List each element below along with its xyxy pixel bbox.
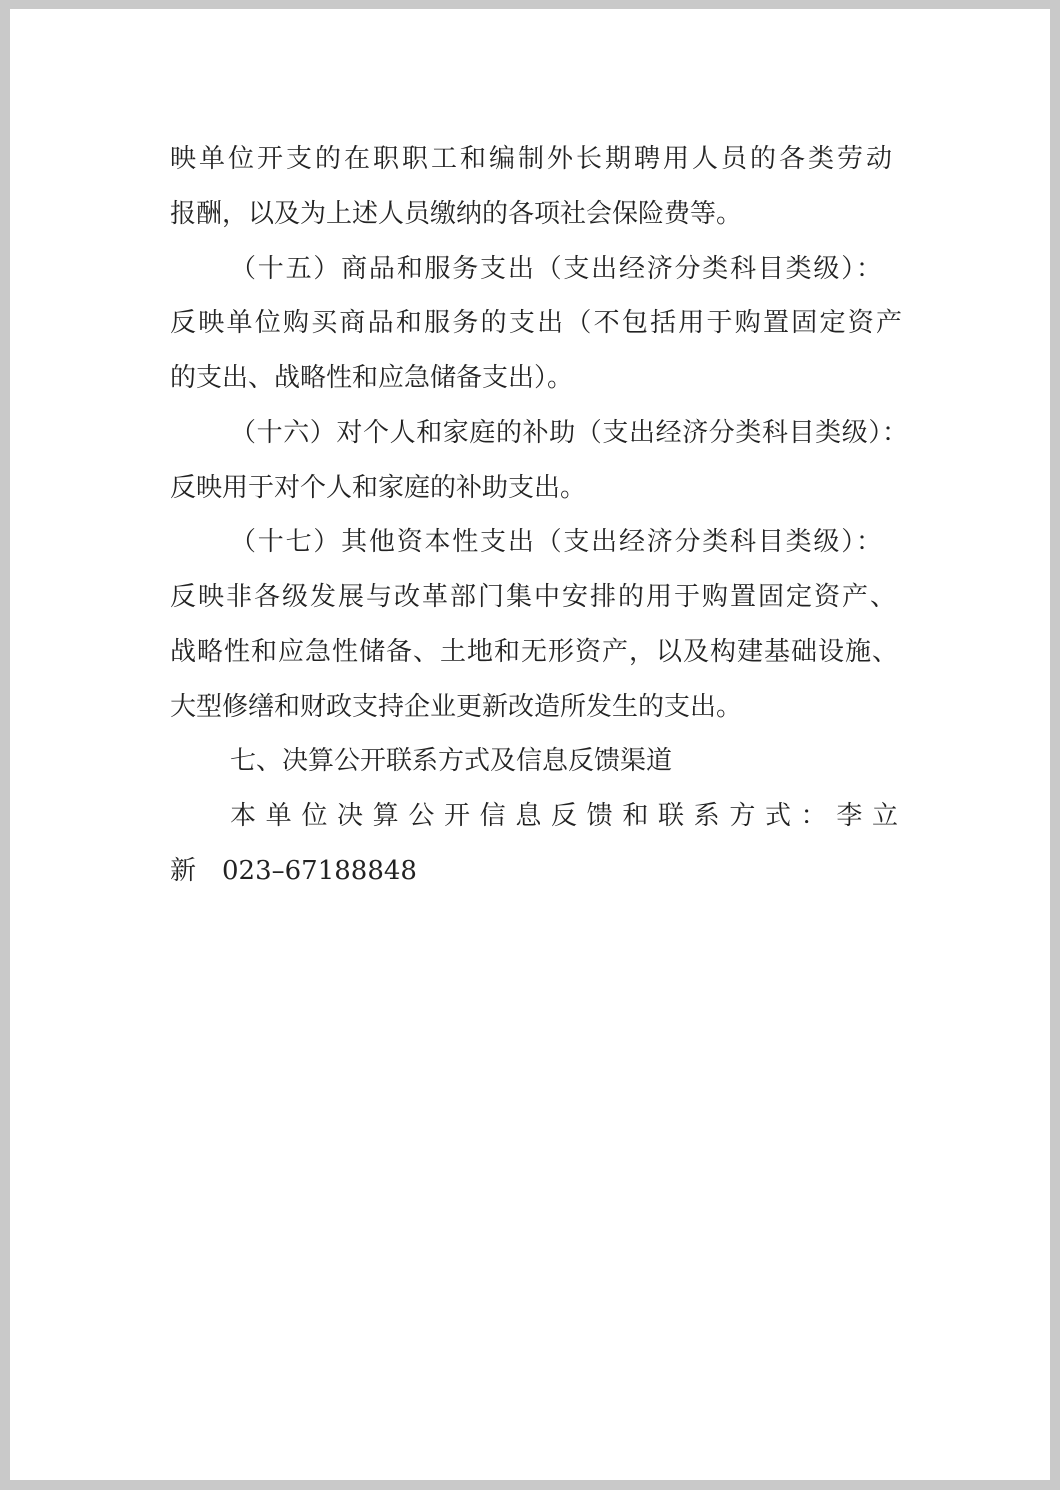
- section-heading-15: （十五）商品和服务支出（支出经济分类科目类级）：: [230, 253, 882, 284]
- text-line: 的支出、战略性和应急储备支出）。: [170, 363, 574, 394]
- text-line: 报酬，以及为上述人员缴纳的各项社会保险费等。: [170, 198, 743, 229]
- text-line: 大型修缮和财政支持企业更新改造所发生的支出。: [170, 691, 743, 722]
- document-page: [10, 9, 1050, 1480]
- text-line: 反映单位购买商品和服务的支出（不包括用于购置固定资产: [170, 308, 902, 339]
- text-line: 战略性和应急性储备、土地和无形资产，以及构建基础设施、: [170, 636, 898, 667]
- body-text: [170, 132, 908, 899]
- text-line: 反映用于对个人和家庭的补助支出。: [170, 472, 587, 503]
- contact-phone-line: 新 023–67188848: [170, 855, 417, 886]
- text-line: 映单位开支的在职职工和编制外长期聘用人员的各类劳动: [170, 144, 892, 174]
- text-line: 反映非各级发展与改革部门集中安排的用于购置固定资产、: [170, 582, 896, 613]
- contact-text-line: 本单位决算公开信息反馈和联系方式：李立: [230, 801, 898, 832]
- section-heading-contact: 七、决算公开联系方式及信息反馈渠道: [230, 746, 673, 777]
- section-heading-17: （十七）其他资本性支出（支出经济分类科目类级）：: [230, 527, 882, 558]
- section-heading-16: （十六）对个人和家庭的补助（支出经济分类科目类级）：: [230, 417, 908, 448]
